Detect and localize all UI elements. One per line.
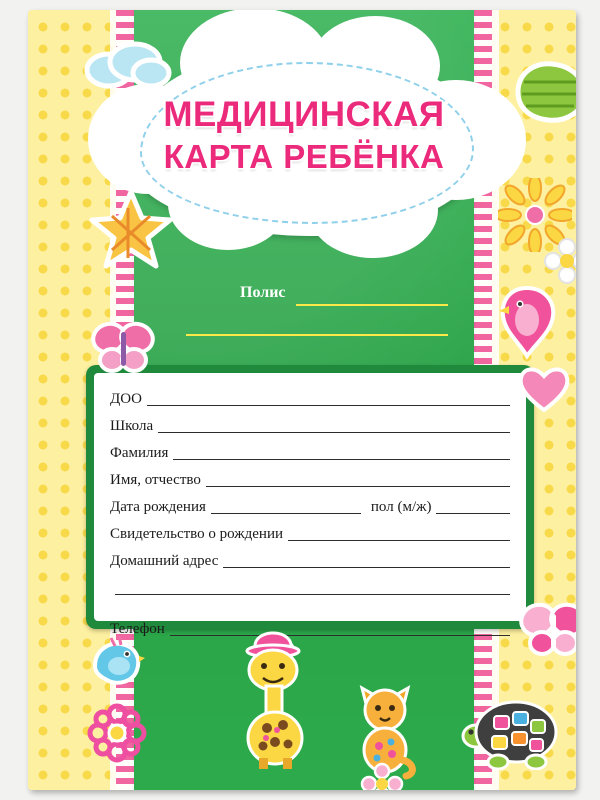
policy-write-line-2[interactable] bbox=[186, 334, 448, 336]
blue-bird-sticker bbox=[83, 632, 145, 688]
field-input-firstname-patronymic[interactable] bbox=[206, 472, 510, 487]
policy-label: Полис bbox=[240, 284, 286, 301]
field-input-phone[interactable] bbox=[170, 621, 510, 636]
field-input-surname[interactable] bbox=[173, 445, 510, 460]
title-line-1: МЕДИЦИНСКАЯ bbox=[163, 95, 445, 134]
pink-bird-sticker bbox=[493, 280, 563, 364]
field-input-doo[interactable] bbox=[147, 391, 510, 406]
title-line-2: КАРТА РЕБЁНКА bbox=[163, 137, 445, 175]
field-input-home-address[interactable] bbox=[223, 553, 510, 568]
giraffe-sticker bbox=[233, 620, 321, 770]
field-label-birthdate: Дата рождения bbox=[110, 499, 206, 515]
orange-star-sticker bbox=[88, 188, 174, 272]
form-box bbox=[94, 373, 526, 637]
form-row-surname bbox=[110, 437, 510, 464]
small-flower-sticker bbox=[360, 762, 404, 790]
field-label-phone: Телефон bbox=[110, 621, 165, 637]
white-flower-sticker bbox=[544, 238, 576, 284]
field-input-sex[interactable] bbox=[436, 499, 510, 514]
form-row-firstname-patronymic bbox=[110, 464, 510, 491]
policy-block bbox=[178, 268, 448, 350]
turtle-sticker bbox=[460, 692, 568, 770]
form-row-doo bbox=[110, 383, 510, 410]
green-blob-sticker bbox=[510, 58, 576, 126]
field-input-birth-certificate[interactable] bbox=[288, 526, 510, 541]
page-title bbox=[124, 94, 484, 177]
field-input-birthdate[interactable] bbox=[211, 499, 361, 514]
form-row-birth-certificate bbox=[110, 518, 510, 545]
field-label-firstname-patronymic: Имя, отчество bbox=[110, 472, 201, 488]
pink-heart-sticker bbox=[515, 362, 573, 414]
cloud-sticker bbox=[83, 40, 173, 90]
form-row-birthdate bbox=[110, 491, 510, 518]
field-input-school[interactable] bbox=[158, 418, 510, 433]
field-input-home-address-2[interactable] bbox=[115, 580, 510, 595]
form-row-home-address bbox=[110, 545, 510, 572]
field-label-school: Школа bbox=[110, 418, 154, 434]
field-label-doo: ДОО bbox=[110, 391, 142, 407]
policy-write-line-1[interactable] bbox=[296, 304, 448, 306]
field-label-sex: пол (м/ж) bbox=[370, 499, 432, 515]
field-label-home-address: Домашний адрес bbox=[110, 553, 219, 569]
butterfly-sticker bbox=[518, 598, 576, 660]
form-row-address-continued bbox=[110, 572, 510, 599]
form-row-school bbox=[110, 410, 510, 437]
field-label-surname: Фамилия bbox=[110, 445, 169, 461]
field-label-birth-certificate: Свидетельство о рождении bbox=[110, 526, 283, 542]
pink-butterfly-sticker bbox=[90, 318, 156, 376]
pink-flower-sticker bbox=[86, 702, 148, 764]
medical-card-cover bbox=[28, 10, 576, 790]
